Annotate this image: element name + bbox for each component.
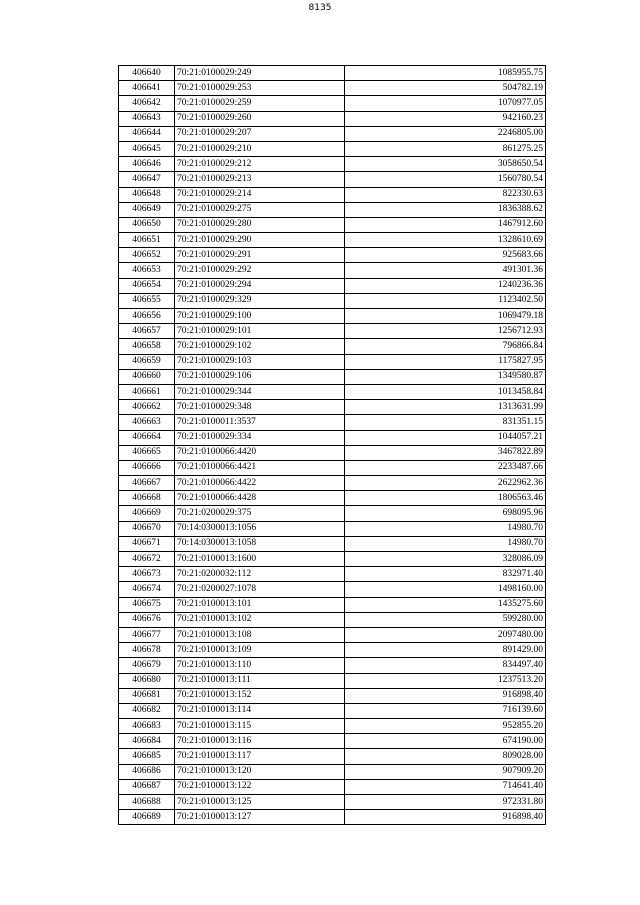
cadastral-number-cell: 70:21:0100013:108	[175, 627, 345, 642]
row-number-cell: 406643	[119, 111, 175, 126]
value-cell: 831351.15	[345, 415, 546, 430]
value-cell: 952855.20	[345, 719, 546, 734]
row-number-cell: 406684	[119, 734, 175, 749]
row-number-cell: 406677	[119, 627, 175, 642]
table-row	[119, 612, 546, 627]
row-number-cell: 406655	[119, 293, 175, 308]
value-cell: 822330.63	[345, 187, 546, 202]
row-number-cell: 406665	[119, 445, 175, 460]
row-number-cell: 406689	[119, 810, 175, 825]
table-row	[119, 202, 546, 217]
row-number-cell: 406680	[119, 673, 175, 688]
table-row	[119, 66, 546, 81]
table-row	[119, 81, 546, 96]
cadastral-number-cell: 70:21:0100029:344	[175, 384, 345, 399]
value-cell: 1836388.62	[345, 202, 546, 217]
table-row	[119, 521, 546, 536]
row-number-cell: 406660	[119, 369, 175, 384]
value-cell: 1435275.60	[345, 597, 546, 612]
table-row	[119, 795, 546, 810]
value-cell: 796866.84	[345, 339, 546, 354]
row-number-cell: 406687	[119, 779, 175, 794]
row-number-cell: 406648	[119, 187, 175, 202]
table-row	[119, 779, 546, 794]
row-number-cell: 406659	[119, 354, 175, 369]
value-cell: 1328610.69	[345, 233, 546, 248]
row-number-cell: 406685	[119, 749, 175, 764]
cadastral-number-cell: 70:21:0100029:280	[175, 217, 345, 232]
table-row	[119, 643, 546, 658]
cadastral-number-cell: 70:21:0100013:1600	[175, 552, 345, 567]
table-row	[119, 324, 546, 339]
value-cell: 3467822.89	[345, 445, 546, 460]
row-number-cell: 406645	[119, 141, 175, 156]
cadastral-number-cell: 70:21:0100066:4421	[175, 460, 345, 475]
value-cell: 716139.60	[345, 703, 546, 718]
value-cell: 1349580.87	[345, 369, 546, 384]
registry-table	[118, 65, 546, 825]
value-cell: 328086.09	[345, 552, 546, 567]
cadastral-number-cell: 70:21:0100029:207	[175, 126, 345, 141]
cadastral-number-cell: 70:21:0100029:260	[175, 111, 345, 126]
row-number-cell: 406654	[119, 278, 175, 293]
cadastral-number-cell: 70:21:0200029:375	[175, 506, 345, 521]
value-cell: 674190.00	[345, 734, 546, 749]
cadastral-number-cell: 70:21:0100029:210	[175, 141, 345, 156]
value-cell: 2097480.00	[345, 627, 546, 642]
cadastral-number-cell: 70:21:0100029:291	[175, 248, 345, 263]
table-row	[119, 293, 546, 308]
cadastral-number-cell: 70:14:0300013:1056	[175, 521, 345, 536]
value-cell: 2622962.36	[345, 476, 546, 491]
cadastral-number-cell: 70:21:0100013:117	[175, 749, 345, 764]
value-cell: 1175827.95	[345, 354, 546, 369]
value-cell: 1069479.18	[345, 309, 546, 324]
cadastral-number-cell: 70:21:0100013:110	[175, 658, 345, 673]
value-cell: 916898.40	[345, 810, 546, 825]
value-cell: 861275.25	[345, 141, 546, 156]
value-cell: 832971.40	[345, 567, 546, 582]
cadastral-number-cell: 70:21:0100029:290	[175, 233, 345, 248]
cadastral-number-cell: 70:21:0100029:212	[175, 157, 345, 172]
value-cell: 925683.66	[345, 248, 546, 263]
cadastral-number-cell: 70:21:0100013:120	[175, 764, 345, 779]
table-row	[119, 460, 546, 475]
row-number-cell: 406664	[119, 430, 175, 445]
value-cell: 1498160.00	[345, 582, 546, 597]
table-row	[119, 339, 546, 354]
value-cell: 698095.96	[345, 506, 546, 521]
registry-table-body	[119, 66, 546, 825]
value-cell: 1240236.36	[345, 278, 546, 293]
value-cell: 491301.36	[345, 263, 546, 278]
value-cell: 14980.70	[345, 521, 546, 536]
table-row	[119, 810, 546, 825]
table-row	[119, 719, 546, 734]
value-cell: 2246805.00	[345, 126, 546, 141]
cadastral-number-cell: 70:21:0100013:125	[175, 795, 345, 810]
value-cell: 1806563.46	[345, 491, 546, 506]
cadastral-number-cell: 70:21:0100029:348	[175, 400, 345, 415]
row-number-cell: 406650	[119, 217, 175, 232]
table-row	[119, 627, 546, 642]
cadastral-number-cell: 70:21:0100029:106	[175, 369, 345, 384]
table-row	[119, 187, 546, 202]
value-cell: 1123402.50	[345, 293, 546, 308]
table-row	[119, 445, 546, 460]
table-row	[119, 749, 546, 764]
table-row	[119, 278, 546, 293]
value-cell: 891429.00	[345, 643, 546, 658]
cadastral-number-cell: 70:21:0100066:4420	[175, 445, 345, 460]
table-row	[119, 491, 546, 506]
row-number-cell: 406661	[119, 384, 175, 399]
table-row	[119, 688, 546, 703]
row-number-cell: 406675	[119, 597, 175, 612]
value-cell: 972331.80	[345, 795, 546, 810]
cadastral-number-cell: 70:21:0200032:112	[175, 567, 345, 582]
cadastral-number-cell: 70:21:0100029:294	[175, 278, 345, 293]
row-number-cell: 406658	[119, 339, 175, 354]
value-cell: 834497.40	[345, 658, 546, 673]
table-row	[119, 96, 546, 111]
row-number-cell: 406652	[119, 248, 175, 263]
table-row	[119, 430, 546, 445]
cadastral-number-cell: 70:21:0100029:101	[175, 324, 345, 339]
cadastral-number-cell: 70:14:0300013:1058	[175, 536, 345, 551]
value-cell: 1560780.54	[345, 172, 546, 187]
row-number-cell: 406668	[119, 491, 175, 506]
table-row	[119, 415, 546, 430]
cadastral-number-cell: 70:21:0100029:214	[175, 187, 345, 202]
value-cell: 3058650.54	[345, 157, 546, 172]
row-number-cell: 406670	[119, 521, 175, 536]
table-row	[119, 354, 546, 369]
table-row	[119, 111, 546, 126]
value-cell: 714641.40	[345, 779, 546, 794]
table-row	[119, 658, 546, 673]
row-number-cell: 406653	[119, 263, 175, 278]
row-number-cell: 406662	[119, 400, 175, 415]
cadastral-number-cell: 70:21:0100066:4428	[175, 491, 345, 506]
row-number-cell: 406688	[119, 795, 175, 810]
row-number-cell: 406663	[119, 415, 175, 430]
cadastral-number-cell: 70:21:0100029:102	[175, 339, 345, 354]
row-number-cell: 406672	[119, 552, 175, 567]
cadastral-number-cell: 70:21:0100013:114	[175, 703, 345, 718]
value-cell: 1085955.75	[345, 66, 546, 81]
row-number-cell: 406666	[119, 460, 175, 475]
cadastral-number-cell: 70:21:0100066:4422	[175, 476, 345, 491]
cadastral-number-cell: 70:21:0100013:127	[175, 810, 345, 825]
table-row	[119, 734, 546, 749]
cadastral-number-cell: 70:21:0100013:102	[175, 612, 345, 627]
row-number-cell: 406640	[119, 66, 175, 81]
table-row	[119, 384, 546, 399]
row-number-cell: 406681	[119, 688, 175, 703]
cadastral-number-cell: 70:21:0100029:253	[175, 81, 345, 96]
value-cell: 1256712.93	[345, 324, 546, 339]
cadastral-number-cell: 70:21:0100029:259	[175, 96, 345, 111]
row-number-cell: 406676	[119, 612, 175, 627]
table-row	[119, 157, 546, 172]
row-number-cell: 406649	[119, 202, 175, 217]
table-row	[119, 309, 546, 324]
table-row	[119, 172, 546, 187]
cadastral-number-cell: 70:21:0100029:100	[175, 309, 345, 324]
table-row	[119, 536, 546, 551]
value-cell: 1070977.05	[345, 96, 546, 111]
cadastral-number-cell: 70:21:0100013:111	[175, 673, 345, 688]
row-number-cell: 406673	[119, 567, 175, 582]
cadastral-number-cell: 70:21:0100029:292	[175, 263, 345, 278]
cadastral-number-cell: 70:21:0100013:116	[175, 734, 345, 749]
row-number-cell: 406651	[119, 233, 175, 248]
value-cell: 504782.19	[345, 81, 546, 96]
table-row	[119, 369, 546, 384]
table-row	[119, 552, 546, 567]
table-row	[119, 126, 546, 141]
table-row	[119, 263, 546, 278]
cadastral-number-cell: 70:21:0100029:329	[175, 293, 345, 308]
cadastral-number-cell: 70:21:0100029:103	[175, 354, 345, 369]
table-row	[119, 400, 546, 415]
table-row	[119, 764, 546, 779]
row-number-cell: 406678	[119, 643, 175, 658]
table-row	[119, 703, 546, 718]
row-number-cell: 406656	[119, 309, 175, 324]
row-number-cell: 406679	[119, 658, 175, 673]
value-cell: 1467912.60	[345, 217, 546, 232]
cadastral-number-cell: 70:21:0100029:334	[175, 430, 345, 445]
table-row	[119, 597, 546, 612]
cadastral-number-cell: 70:21:0100013:109	[175, 643, 345, 658]
row-number-cell: 406657	[119, 324, 175, 339]
row-number-cell: 406644	[119, 126, 175, 141]
value-cell: 1237513.20	[345, 673, 546, 688]
cadastral-number-cell: 70:21:0100029:213	[175, 172, 345, 187]
value-cell: 809028.00	[345, 749, 546, 764]
value-cell: 14980.70	[345, 536, 546, 551]
value-cell: 942160.23	[345, 111, 546, 126]
value-cell: 1044057.21	[345, 430, 546, 445]
row-number-cell: 406682	[119, 703, 175, 718]
value-cell: 1313631.99	[345, 400, 546, 415]
table-row	[119, 582, 546, 597]
row-number-cell: 406667	[119, 476, 175, 491]
table-row	[119, 476, 546, 491]
table-row	[119, 217, 546, 232]
row-number-cell: 406647	[119, 172, 175, 187]
table-row	[119, 233, 546, 248]
row-number-cell: 406642	[119, 96, 175, 111]
value-cell: 599280.00	[345, 612, 546, 627]
row-number-cell: 406641	[119, 81, 175, 96]
value-cell: 2233487.66	[345, 460, 546, 475]
cadastral-number-cell: 70:21:0100013:115	[175, 719, 345, 734]
cadastral-number-cell: 70:21:0200027:1078	[175, 582, 345, 597]
table-row	[119, 248, 546, 263]
table-row	[119, 567, 546, 582]
cadastral-number-cell: 70:21:0100011:3537	[175, 415, 345, 430]
cadastral-number-cell: 70:21:0100013:122	[175, 779, 345, 794]
row-number-cell: 406686	[119, 764, 175, 779]
page-number: 8135	[308, 3, 332, 13]
cadastral-number-cell: 70:21:0100029:275	[175, 202, 345, 217]
table-row	[119, 506, 546, 521]
table-row	[119, 673, 546, 688]
value-cell: 1013458.84	[345, 384, 546, 399]
value-cell: 916898.40	[345, 688, 546, 703]
row-number-cell: 406669	[119, 506, 175, 521]
row-number-cell: 406671	[119, 536, 175, 551]
cadastral-number-cell: 70:21:0100029:249	[175, 66, 345, 81]
cadastral-number-cell: 70:21:0100013:152	[175, 688, 345, 703]
row-number-cell: 406683	[119, 719, 175, 734]
value-cell: 907909.20	[345, 764, 546, 779]
cadastral-number-cell: 70:21:0100013:101	[175, 597, 345, 612]
table-row	[119, 141, 546, 156]
row-number-cell: 406646	[119, 157, 175, 172]
row-number-cell: 406674	[119, 582, 175, 597]
